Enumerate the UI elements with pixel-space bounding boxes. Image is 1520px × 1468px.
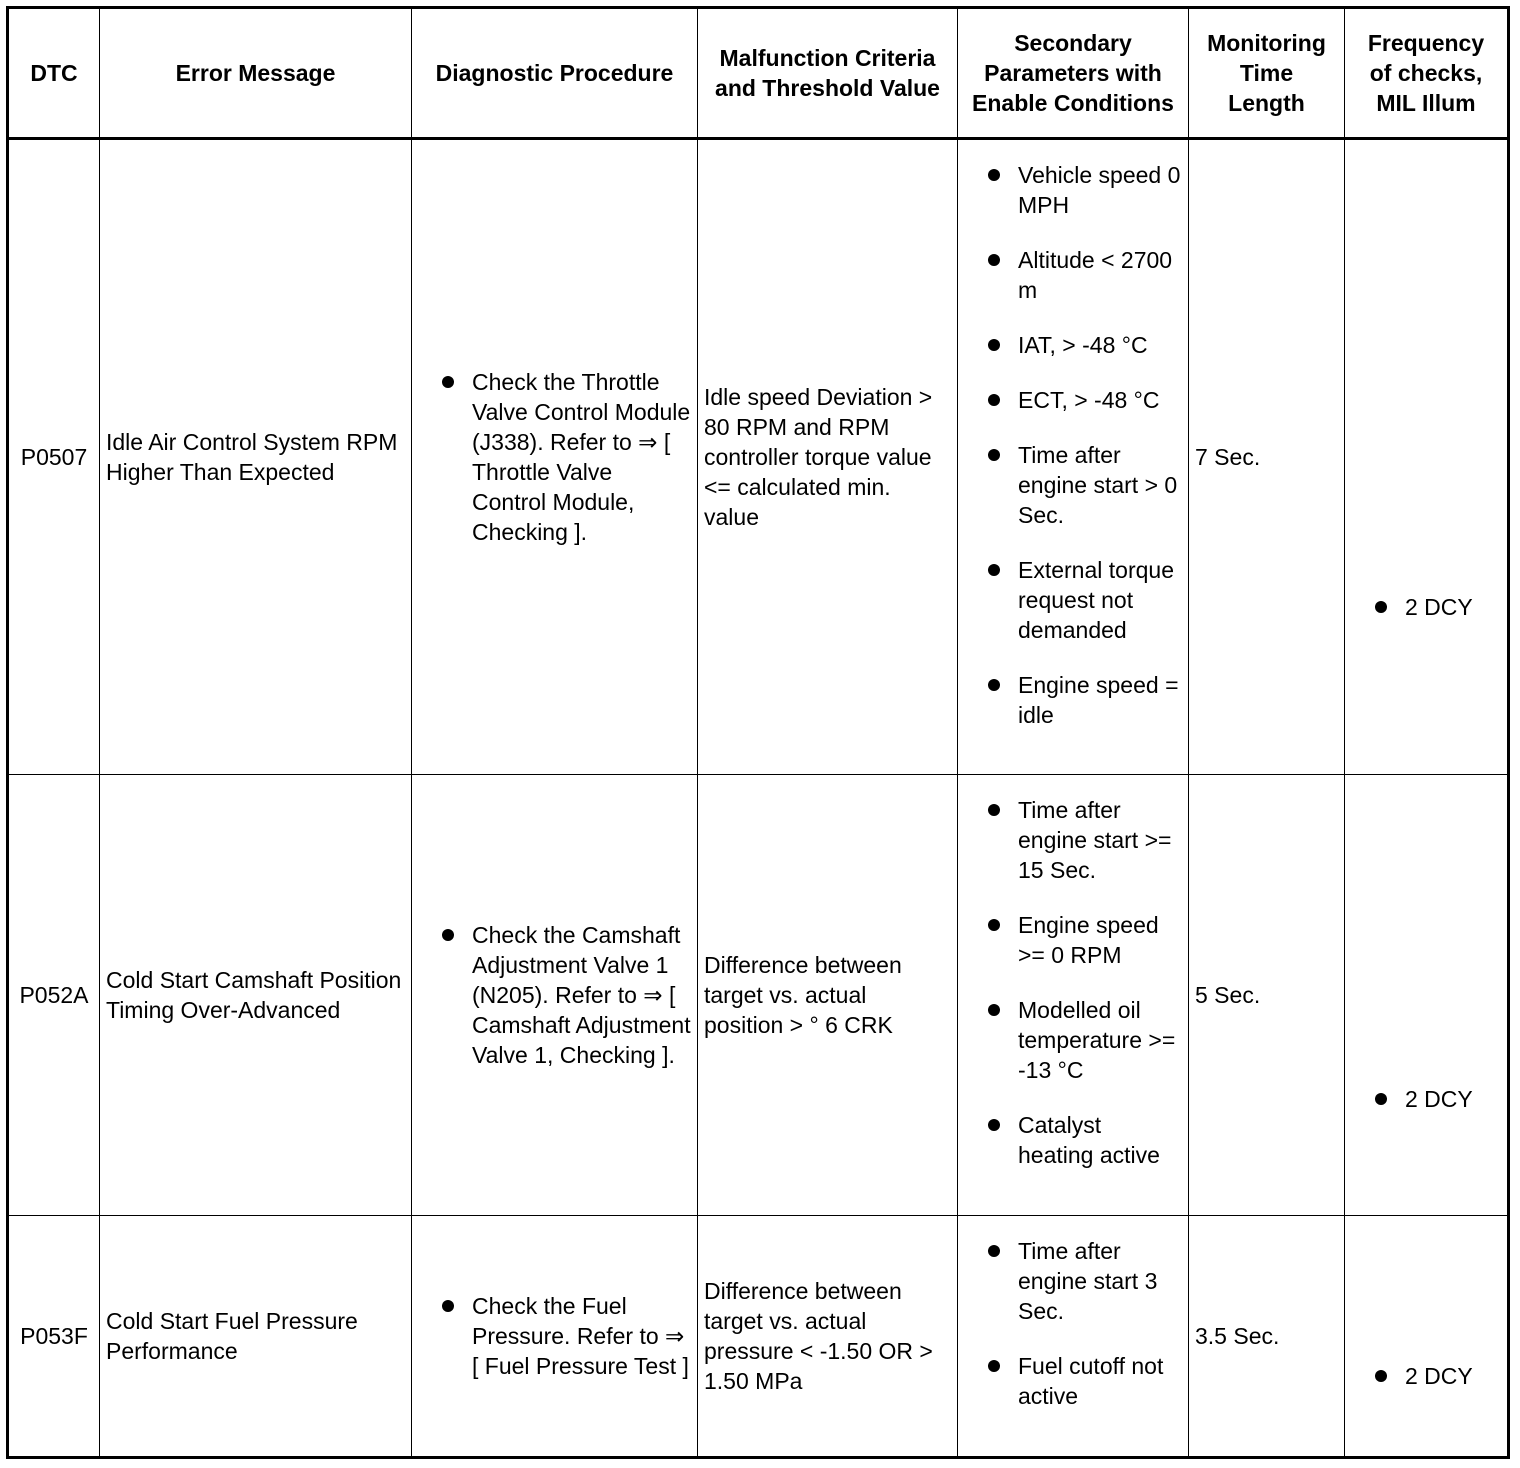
malfunction-criteria: Difference between target vs. actual position > ° 6 CRK: [698, 775, 958, 1216]
table-row: [8, 775, 1509, 1216]
frequency-item-list: [1351, 592, 1501, 622]
procedure-step: Check the Camshaft Adjustment Valve 1 (N205). Refer to ⇒ [ Camshaft Adjustment Valve 1, Checking ].: [418, 920, 691, 1070]
diagnostic-procedure: [412, 1216, 698, 1458]
procedure-step: Check the Throttle Valve Control Module (J338). Refer to ⇒ [ Throttle Valve Control Module, Checking ].: [418, 367, 691, 547]
header-frequency: Frequency of checks, MIL Illum: [1345, 8, 1509, 139]
enable-condition-list: [964, 160, 1182, 730]
header-row: [8, 8, 1509, 139]
frequency-item-list: [1351, 1084, 1501, 1114]
frequency: [1345, 139, 1509, 775]
frequency-item: 2 DCY: [1351, 1361, 1501, 1391]
procedure-step-list: [418, 1291, 691, 1381]
enable-condition: Catalyst heating active: [964, 1110, 1182, 1170]
enable-condition: IAT, > -48 °C: [964, 330, 1182, 360]
frequency: [1345, 1216, 1509, 1458]
dtc-table: [6, 6, 1510, 1459]
malfunction-criteria: Idle speed Deviation > 80 RPM and RPM controller torque value <= calculated min. value: [698, 139, 958, 775]
procedure-step-list: [418, 920, 691, 1070]
frequency-wrap: [1351, 876, 1501, 1114]
header-dtc: DTC: [8, 8, 100, 139]
dtc-code: P0507: [8, 139, 100, 775]
malfunction-criteria: Difference between target vs. actual pressure < -1.50 OR > 1.50 MPa: [698, 1216, 958, 1458]
enable-condition: Modelled oil temperature >= -13 °C: [964, 995, 1182, 1085]
error-message: Cold Start Camshaft Position Timing Over-Advanced: [100, 775, 412, 1216]
secondary-parameters: [958, 139, 1189, 775]
enable-condition: Fuel cutoff not active: [964, 1351, 1182, 1411]
header-error-message: Error Message: [100, 8, 412, 139]
diagnostic-procedure: [412, 775, 698, 1216]
secondary-parameters: [958, 775, 1189, 1216]
table-row: [8, 1216, 1509, 1458]
enable-condition: Engine speed = idle: [964, 670, 1182, 730]
frequency-item: 2 DCY: [1351, 592, 1501, 622]
monitoring-time: 7 Sec.: [1189, 139, 1345, 775]
header-diagnostic-procedure: Diagnostic Procedure: [412, 8, 698, 139]
secondary-parameters: [958, 1216, 1189, 1458]
procedure-step-list: [418, 367, 691, 547]
enable-condition: Vehicle speed 0 MPH: [964, 160, 1182, 220]
enable-condition: Engine speed >= 0 RPM: [964, 910, 1182, 970]
frequency-wrap: [1351, 1281, 1501, 1391]
enable-condition: External torque request not demanded: [964, 555, 1182, 645]
procedure-step: Check the Fuel Pressure. Refer to ⇒ [ Fuel Pressure Test ]: [418, 1291, 691, 1381]
monitoring-time: 5 Sec.: [1189, 775, 1345, 1216]
enable-condition-list: [964, 795, 1182, 1170]
header-monitoring-time: Monitoring Time Length: [1189, 8, 1345, 139]
enable-condition: Time after engine start 3 Sec.: [964, 1236, 1182, 1326]
frequency-item: 2 DCY: [1351, 1084, 1501, 1114]
frequency-item-list: [1351, 1361, 1501, 1391]
table-row: [8, 139, 1509, 775]
table-body: [8, 139, 1509, 1458]
header-malfunction-criteria: Malfunction Criteria and Threshold Value: [698, 8, 958, 139]
frequency: [1345, 775, 1509, 1216]
header-secondary-parameters: Secondary Parameters with Enable Conditions: [958, 8, 1189, 139]
enable-condition: Altitude < 2700 m: [964, 245, 1182, 305]
dtc-code: P052A: [8, 775, 100, 1216]
monitoring-time: 3.5 Sec.: [1189, 1216, 1345, 1458]
error-message: Idle Air Control System RPM Higher Than Expected: [100, 139, 412, 775]
error-message: Cold Start Fuel Pressure Performance: [100, 1216, 412, 1458]
enable-condition: ECT, > -48 °C: [964, 385, 1182, 415]
enable-condition: Time after engine start > 0 Sec.: [964, 440, 1182, 530]
table-header: [8, 8, 1509, 139]
enable-condition-list: [964, 1236, 1182, 1411]
frequency-wrap: [1351, 292, 1501, 622]
dtc-code: P053F: [8, 1216, 100, 1458]
enable-condition: Time after engine start >= 15 Sec.: [964, 795, 1182, 885]
diagnostic-procedure: [412, 139, 698, 775]
